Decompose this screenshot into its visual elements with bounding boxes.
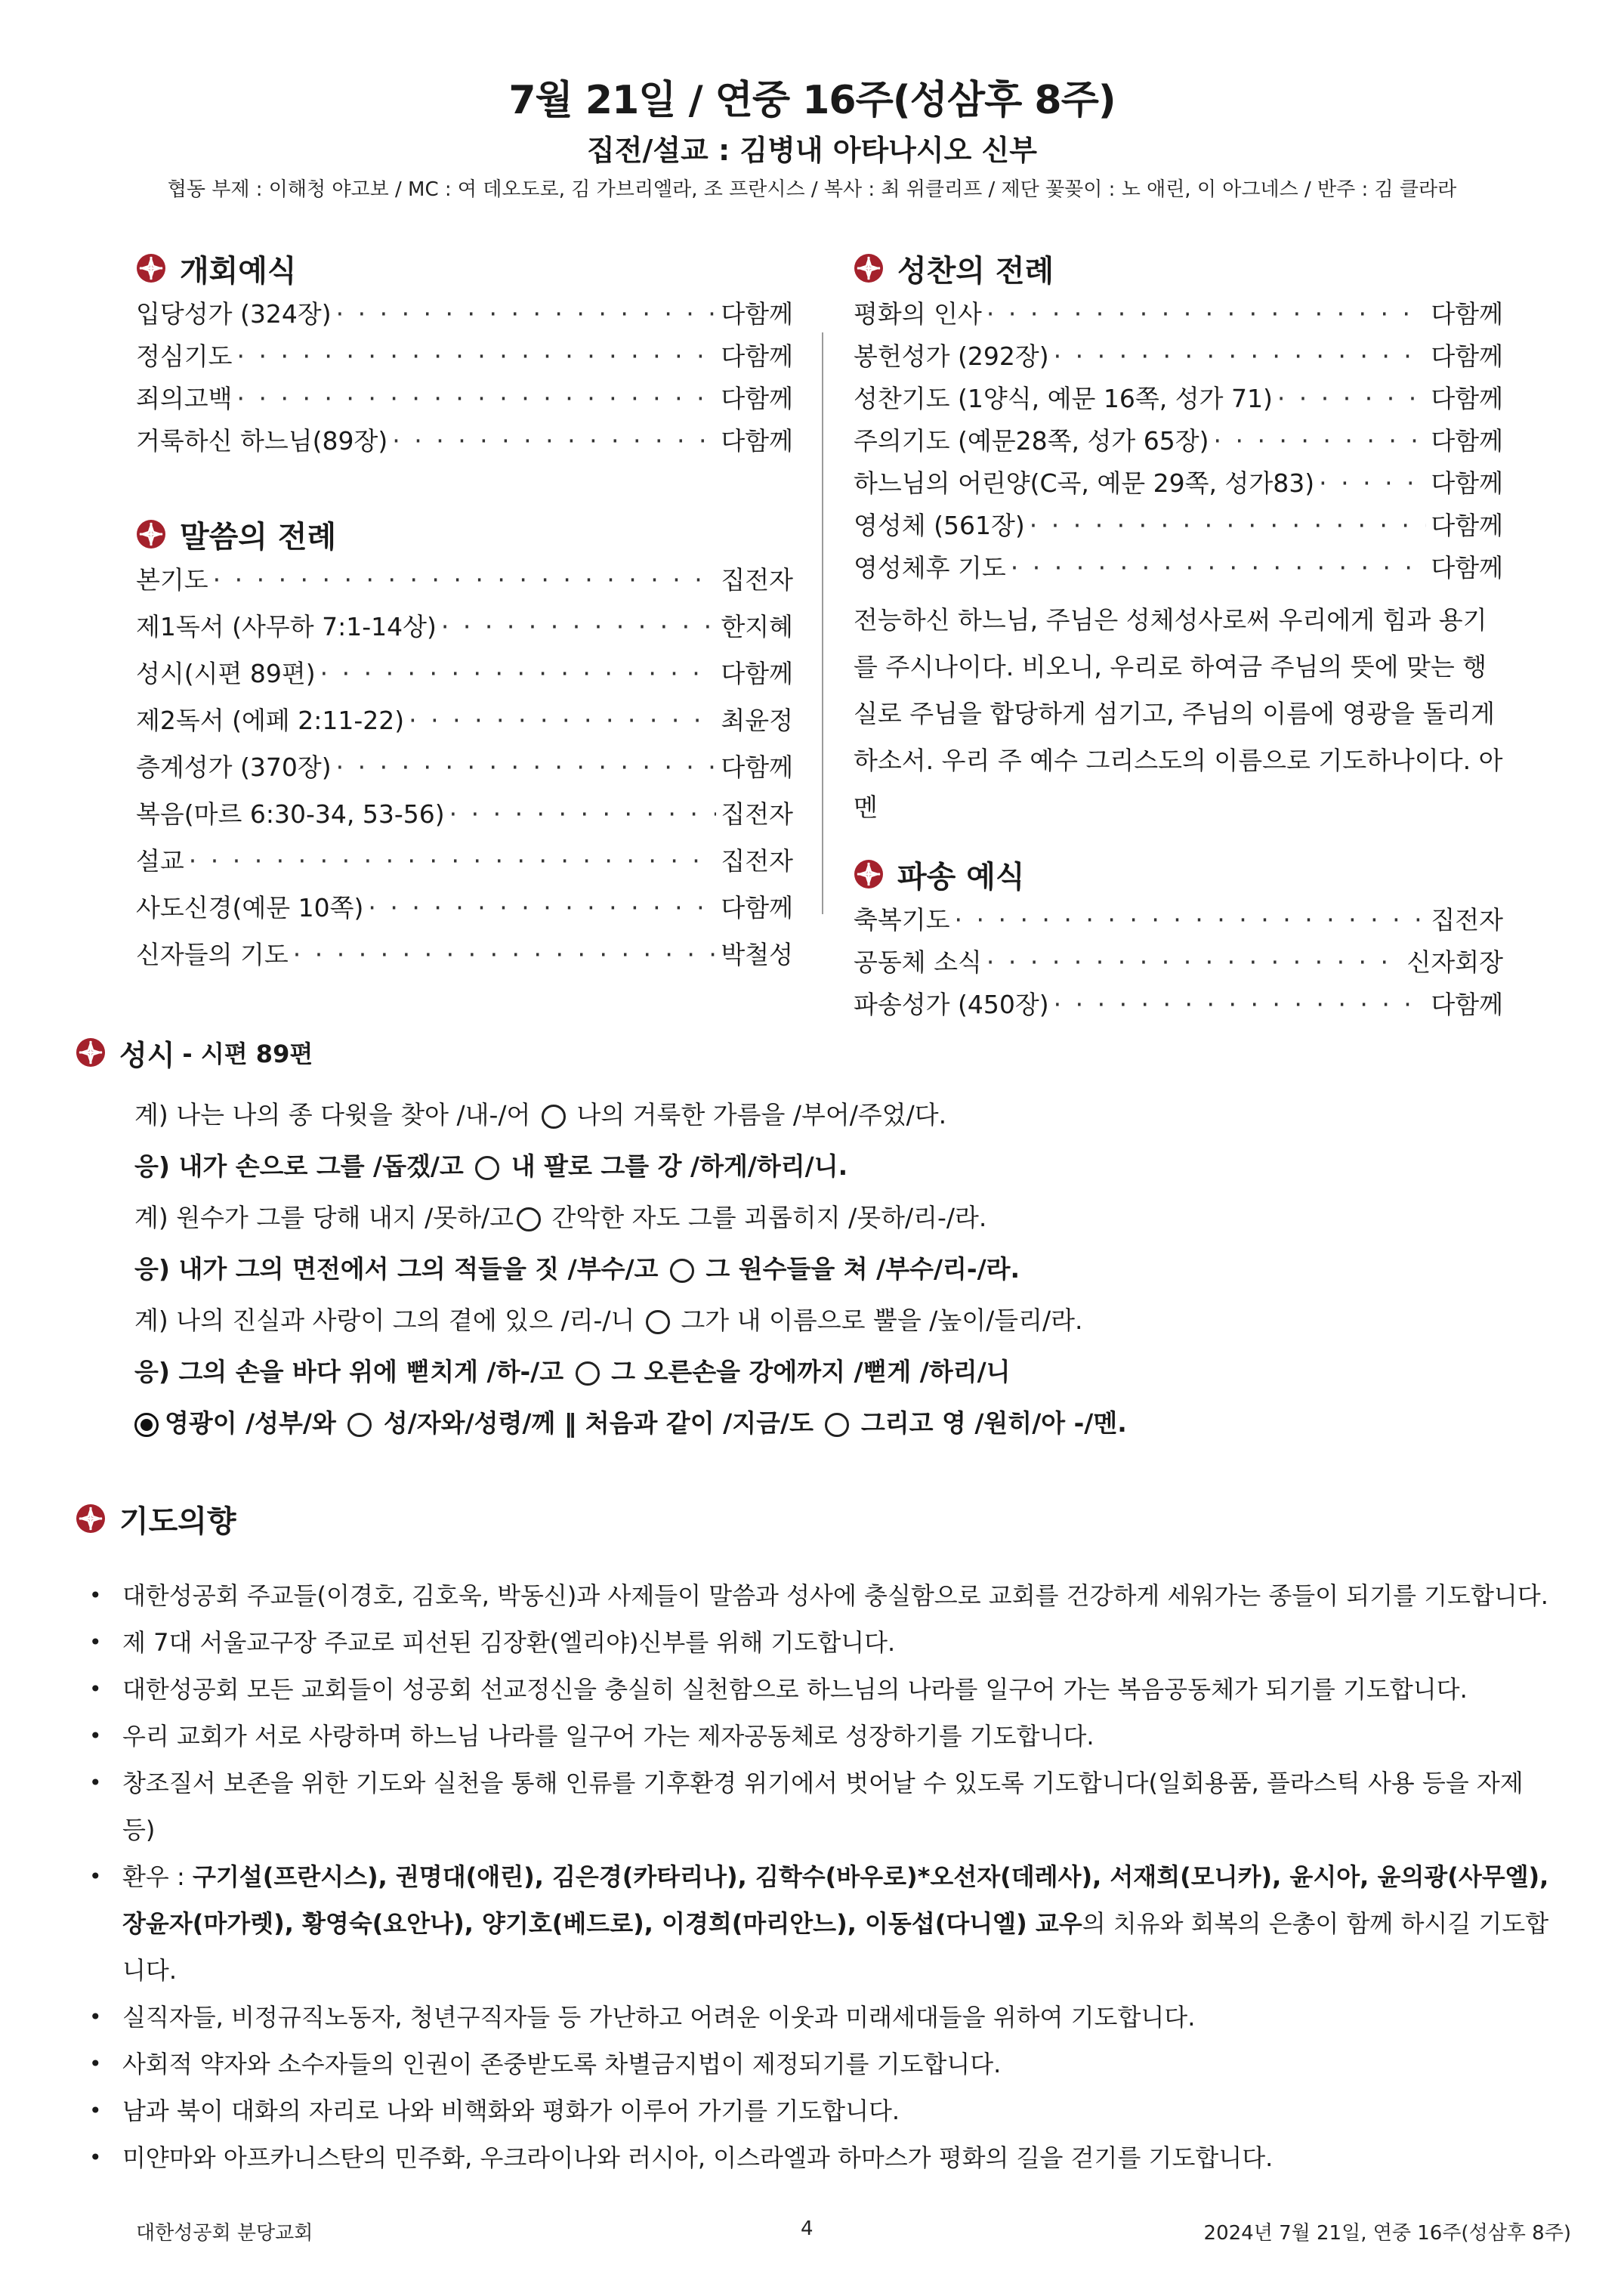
row-label: 층계성가 (370장) — [136, 752, 332, 782]
service-row — [136, 748, 793, 795]
service-row — [136, 422, 793, 464]
verse-part: 응) 내가 그의 면전에서 그의 적들을 짓 /부수/고 — [134, 1254, 659, 1284]
intentions-section — [76, 1492, 1556, 2181]
row-who: 다함께 — [1431, 468, 1503, 498]
service-row — [854, 295, 1503, 337]
section-title: 개회예식 — [180, 253, 297, 289]
row-who: 다함께 — [721, 299, 793, 329]
sick-suffix: 의 치유와 회복의 은총이 함께 하시길 기도합니다. — [122, 1909, 1549, 1985]
verse-part: 나의 거룩한 가름을 /부어/주었/다. — [576, 1100, 947, 1130]
dot-leader — [392, 426, 716, 456]
row-label: 입당성가 (324장) — [136, 299, 332, 329]
intentions-list — [76, 1572, 1556, 2181]
list-item: • 우리 교회가 서로 사랑하며 하느님 나라를 일구어 가는 제자공동체로 성장하기를 기도합니다. — [76, 1713, 1556, 1760]
row-who: 최윤정 — [721, 706, 793, 735]
dot-leader — [409, 706, 716, 735]
service-row — [854, 422, 1503, 464]
circle-mark-icon — [517, 1207, 541, 1231]
verse-part: 그리고 영 /원히/아 -/멘. — [860, 1408, 1127, 1438]
psalm-verse — [134, 1192, 1548, 1244]
service-row — [136, 295, 793, 337]
service-row — [136, 379, 793, 422]
section-heading-word — [136, 508, 793, 561]
section-heading-eucharist — [854, 242, 1503, 295]
row-label: 거룩하신 하느님(89장) — [136, 426, 388, 456]
psalm-verse — [134, 1089, 1548, 1141]
celebrant-line: 집전/설교 : 김병내 아타나시오 신부 — [587, 134, 1037, 167]
verse-part: 영광이 /성부/와 — [165, 1408, 336, 1438]
bullseye-icon — [134, 1413, 159, 1437]
circle-mark-icon — [542, 1105, 566, 1129]
service-row — [854, 379, 1503, 422]
row-label: 하느님의 어린양(C곡, 예문 29쪽, 성가83) — [854, 468, 1315, 498]
dot-leader — [213, 565, 717, 595]
row-label: 성시(시편 89편) — [136, 659, 316, 688]
dot-leader — [189, 846, 717, 876]
circle-mark-icon — [825, 1413, 849, 1437]
service-row — [136, 842, 793, 888]
list-item: • 대한성공회 주교들(이경호, 김호욱, 박동신)과 사제들이 말씀과 성사에 충실함으로 교회를 건강하게 세워가는 종들이 되기를 기도합니다. — [76, 1572, 1556, 1619]
service-row — [854, 506, 1503, 549]
service-row — [136, 795, 793, 842]
list-item: • 미얀마와 아프카니스탄의 민주화, 우크라이나와 러시아, 이스라엘과 하마스가 평화의 길을 걷기를 기도합니다. — [76, 2134, 1556, 2181]
row-label: 평화의 인사 — [854, 299, 982, 329]
sick-names: 구기설(프란시스), 권명대(애린), 김은경(카타리나), 김학수(바우로)*오선자(데레사), 서재희(모니카), 윤시아, 윤의광(사무엘), 장윤자(마가렛), 황영숙(요안나), 양기호(베드로), 이경희(마리안느), 이동섭(다니엘) 교우 — [122, 1862, 1549, 1938]
row-label: 성찬기도 (1양식, 예문 16쪽, 성가 71) — [854, 384, 1273, 413]
row-label: 복음(마르 6:30-34, 53-56) — [136, 799, 445, 829]
eucharist-rows — [854, 295, 1503, 591]
service-row — [136, 888, 793, 935]
row-who: 다함께 — [1431, 511, 1503, 540]
service-row — [136, 561, 793, 607]
dot-leader — [986, 299, 1426, 329]
psalm-subtitle: - 시편 89편 — [182, 1040, 313, 1068]
dot-leader — [293, 940, 717, 969]
list-item-sick — [76, 1853, 1556, 1994]
row-label: 영성체 (561장) — [854, 511, 1025, 540]
dismissal-rows — [854, 901, 1503, 1028]
service-row — [136, 607, 793, 654]
row-who: 다함께 — [1431, 426, 1503, 456]
verse-part: 응) 내가 손으로 그를 /돕겠/고 — [134, 1151, 464, 1181]
opening-rows — [136, 295, 793, 464]
dot-leader — [986, 947, 1403, 977]
section-heading-dismissal — [854, 848, 1503, 901]
section-title: 성시 — [119, 1038, 175, 1072]
dot-leader — [237, 341, 717, 371]
verse-part: 간악한 자도 그를 괴롭히지 /못하/리-/라. — [551, 1203, 987, 1232]
verse-part: 성/자와/성령/께 ‖ 처음과 같이 /지금/도 — [383, 1408, 814, 1438]
section-heading-intentions — [76, 1492, 1556, 1545]
circle-mark-icon — [347, 1413, 372, 1437]
right-column — [854, 242, 1503, 1028]
service-row — [854, 337, 1503, 379]
circle-mark-icon — [670, 1259, 694, 1283]
row-who: 다함께 — [721, 426, 793, 456]
section-title: 성찬의 전례 — [897, 253, 1054, 289]
dot-leader — [368, 893, 716, 922]
service-row — [854, 549, 1503, 591]
post-communion-prayer: 전능하신 하느님, 주님은 성체성사로써 우리에게 힘과 용기를 주시나이다. 비오니, 우리로 하여금 주님의 뜻에 맞는 행실로 주님을 합당하게 섬기고, 주님의 이름에 영광을 돌리게 하소서. 우리 주 예수 그리스도의 이름으로 기도하나이다. 아멘 — [854, 605, 1503, 822]
dot-leader — [1030, 511, 1427, 540]
verse-part: 내 팔로 그를 강 /하게/하리/니. — [511, 1151, 848, 1181]
row-label: 정심기도 — [136, 341, 233, 371]
cross-icon — [136, 519, 166, 549]
verse-part: 그 오른손을 강에까지 /뻗게 /하리/니 — [611, 1357, 1011, 1386]
service-row — [854, 985, 1503, 1028]
verse-part: 계) 원수가 그를 당해 내지 /못하/고 — [134, 1203, 514, 1232]
service-row — [136, 654, 793, 701]
word-rows — [136, 561, 793, 982]
psalm-lines — [134, 1089, 1548, 1449]
row-label: 영성체후 기도 — [854, 553, 1006, 583]
dot-leader — [1277, 384, 1427, 413]
service-row — [854, 901, 1503, 943]
page-title: 7월 21일 / 연중 16주(성삼후 8주) — [508, 78, 1116, 123]
dot-leader — [441, 612, 716, 641]
row-who: 다함께 — [721, 752, 793, 782]
footer-date: 2024년 7월 21일, 연중 16주(성삼후 8주) — [1203, 2222, 1571, 2245]
psalm-section — [76, 1026, 1548, 1449]
section-title: 말씀의 전례 — [180, 519, 337, 555]
row-label: 본기도 — [136, 565, 208, 595]
row-who: 다함께 — [1431, 341, 1503, 371]
dot-leader — [955, 905, 1427, 935]
psalm-verse — [134, 1346, 1548, 1398]
row-who: 집전자 — [721, 846, 793, 876]
row-label: 신자들의 기도 — [136, 940, 289, 969]
row-label: 공동체 소식 — [854, 947, 982, 977]
row-who: 집전자 — [721, 799, 793, 829]
row-label: 축복기도 — [854, 905, 950, 935]
circle-mark-icon — [576, 1361, 600, 1386]
row-who: 집전자 — [721, 565, 793, 595]
row-who: 다함께 — [1431, 384, 1503, 413]
section-heading-psalm — [76, 1026, 1548, 1079]
list-item: • 제 7대 서울교구장 주교로 피선된 김장환(엘리야)신부를 위해 기도합니다. — [76, 1619, 1556, 1666]
dot-leader — [1213, 426, 1426, 456]
section-heading-opening — [136, 242, 793, 295]
row-who: 신자회장 — [1406, 947, 1503, 977]
row-label: 사도신경(예문 10쪽) — [136, 893, 364, 922]
dot-leader — [336, 299, 717, 329]
verse-part: 응) 그의 손을 바다 위에 뻗치게 /하-/고 — [134, 1357, 564, 1386]
row-who: 다함께 — [1431, 553, 1503, 583]
row-who: 한지혜 — [721, 612, 793, 641]
footer-church: 대한성공회 분당교회 — [136, 2222, 313, 2245]
service-row — [136, 935, 793, 982]
roles-line: 협동 부제 : 이해청 야고보 / MC : 여 데오도로, 김 가브리엘라, 조 프란시스 / 복사 : 최 위클리프 / 제단 꽃꽂이 : 노 애린, 이 아그네스 / 반주 : 김 클라라 — [167, 178, 1457, 201]
cross-icon — [854, 859, 884, 889]
service-row — [136, 701, 793, 748]
row-who: 다함께 — [1431, 299, 1503, 329]
psalm-verse — [134, 1141, 1548, 1192]
row-who: 다함께 — [1431, 990, 1503, 1019]
dot-leader — [449, 799, 717, 829]
circle-mark-icon — [475, 1156, 499, 1180]
cross-icon — [854, 253, 884, 283]
list-item: • 사회적 약자와 소수자들의 인권이 존중받도록 차별금지법이 제정되기를 기도합니다. — [76, 2041, 1556, 2087]
row-label: 죄의고백 — [136, 384, 233, 413]
dot-leader — [336, 752, 717, 782]
page-number: 4 — [801, 2217, 814, 2240]
section-title: 파송 예식 — [897, 859, 1025, 895]
dot-leader — [237, 384, 717, 413]
cross-icon — [76, 1503, 106, 1534]
row-who: 다함께 — [721, 384, 793, 413]
dot-leader — [1054, 990, 1427, 1019]
psalm-verse — [134, 1244, 1548, 1295]
row-label: 설교 — [136, 846, 184, 876]
cross-icon — [76, 1037, 106, 1068]
row-label: 봉헌성가 (292장) — [854, 341, 1049, 371]
dot-leader — [1011, 553, 1427, 583]
cross-icon — [136, 253, 166, 283]
verse-part: 그 원수들을 쳐 /부수/리-/라. — [705, 1254, 1020, 1284]
service-row — [136, 337, 793, 379]
list-item: • 남과 북이 대화의 자리로 나와 비핵화와 평화가 이루어 가기를 기도합니다. — [76, 2087, 1556, 2134]
row-who: 박철성 — [721, 940, 793, 969]
verse-part: 그가 내 이름으로 뿔을 /높이/들리/라. — [681, 1306, 1083, 1335]
row-who: 다함께 — [721, 341, 793, 371]
dot-leader — [320, 659, 717, 688]
row-label: 제2독서 (에페 2:11-22) — [136, 706, 405, 735]
row-label: 주의기도 (예문28쪽, 성가 65장) — [854, 426, 1209, 456]
row-label: 파송성가 (450장) — [854, 990, 1049, 1019]
left-column — [136, 242, 793, 982]
row-who: 다함께 — [721, 893, 793, 922]
row-who: 다함께 — [721, 659, 793, 688]
list-item: • 대한성공회 모든 교회들이 성공회 선교정신을 충실히 실천함으로 하느님의 나라를 일구어 가는 복음공동체가 되기를 기도합니다. — [76, 1666, 1556, 1713]
verse-part: 계) 나는 나의 종 다윗을 찾아 /내-/어 — [134, 1100, 531, 1130]
list-item: • 실직자들, 비정규직노동자, 청년구직자들 등 가난하고 어려운 이웃과 미래세대들을 위하여 기도합니다. — [76, 1994, 1556, 2041]
service-row — [854, 464, 1503, 506]
dot-leader — [1319, 468, 1426, 498]
section-title: 기도의향 — [119, 1503, 236, 1539]
row-who: 집전자 — [1431, 905, 1503, 935]
circle-mark-icon — [646, 1310, 670, 1334]
column-divider — [822, 332, 823, 914]
service-row — [854, 943, 1503, 985]
sick-prefix: 환우 : — [122, 1862, 193, 1891]
verse-part: 계) 나의 진실과 사랑이 그의 곁에 있으 /리-/니 — [134, 1306, 635, 1335]
gloria-verse — [134, 1398, 1548, 1449]
psalm-verse — [134, 1295, 1548, 1346]
dot-leader — [1054, 341, 1427, 371]
row-label: 제1독서 (사무하 7:1-14상) — [136, 612, 437, 641]
list-item: • 창조질서 보존을 위한 기도와 실천을 통해 인류를 기후환경 위기에서 벗어날 수 있도록 기도합니다(일회용품, 플라스틱 사용 등을 자제 등) — [76, 1760, 1556, 1853]
